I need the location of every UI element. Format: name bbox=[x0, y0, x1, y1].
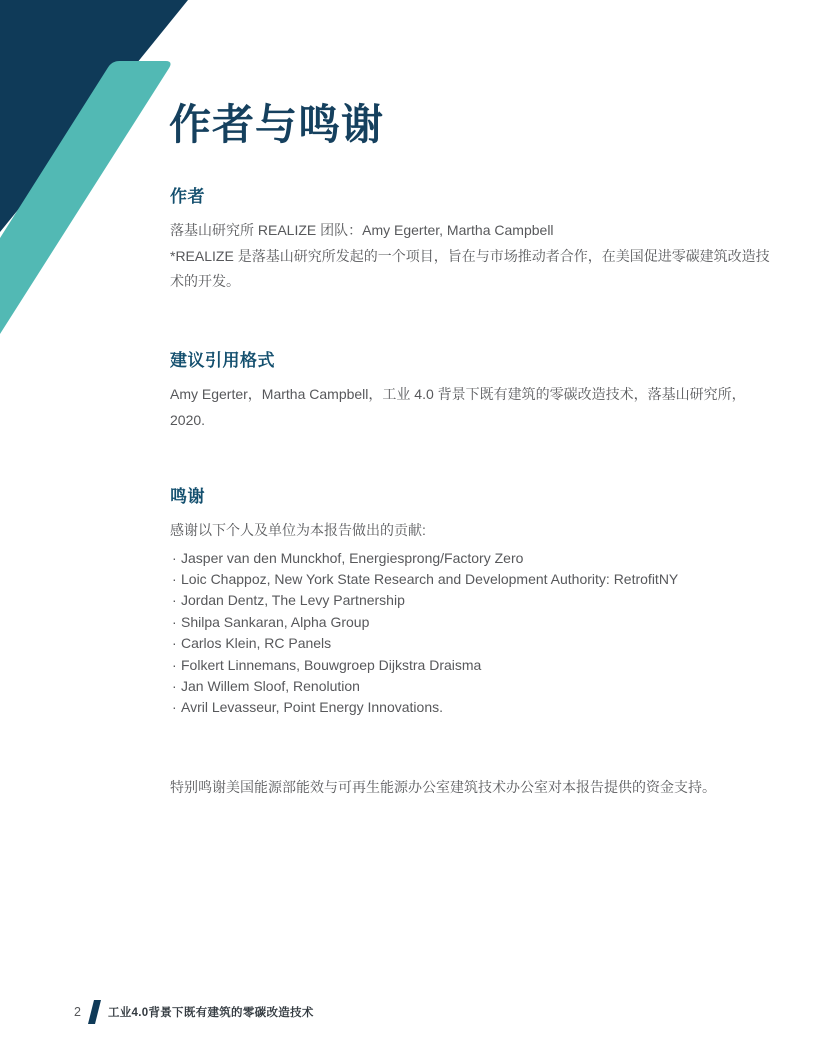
citation-section bbox=[170, 350, 746, 433]
bullet-icon: · bbox=[172, 635, 177, 652]
slash-mark-icon bbox=[87, 1000, 102, 1024]
funding-note: 特别鸣谢美国能源部能效与可再生能源办公室建筑技术办公室对本报告提供的资金支持。 bbox=[170, 779, 716, 795]
authors-text-line: 落基山研究所 REALIZE 团队：Amy Egerter, Martha Campbell bbox=[170, 222, 554, 238]
bullet-icon: · bbox=[172, 699, 177, 716]
contributor-item bbox=[170, 655, 710, 676]
authors-text-line: 术的开发。 bbox=[170, 273, 240, 289]
bullet-icon: · bbox=[172, 677, 177, 694]
contributor-item bbox=[170, 569, 710, 590]
authors-section bbox=[170, 186, 770, 295]
bullet-icon: · bbox=[172, 613, 177, 630]
bullet-icon: · bbox=[172, 592, 177, 609]
contributor-text: Carlos Klein, RC Panels bbox=[181, 635, 332, 652]
page-title: 作者与鸣谢 bbox=[169, 101, 385, 148]
contributor-text: Jasper van den Munckhof, Energiesprong/Factory Zero bbox=[181, 549, 524, 566]
bullet-icon: · bbox=[172, 570, 177, 587]
contributor-item bbox=[170, 548, 710, 569]
contributor-list bbox=[170, 548, 710, 719]
contributor-text: Jan Willem Sloof, Renolution bbox=[181, 677, 360, 694]
citation-paragraph bbox=[170, 382, 746, 433]
authors-heading: 作者 bbox=[170, 187, 205, 206]
contributor-text: Shilpa Sankaran, Alpha Group bbox=[181, 613, 370, 630]
acknowledgments-intro: 感谢以下个人及单位为本报告做出的贡献: bbox=[170, 522, 426, 538]
bullet-icon: · bbox=[172, 656, 177, 673]
contributor-item bbox=[170, 697, 710, 718]
contributor-item bbox=[170, 590, 710, 611]
contributor-item bbox=[170, 633, 710, 654]
footer bbox=[74, 1000, 314, 1024]
contributor-text: Folkert Linnemans, Bouwgroep Dijkstra Draisma bbox=[181, 656, 482, 673]
page-number: 2 bbox=[74, 1005, 81, 1019]
citation-heading: 建议引用格式 bbox=[170, 351, 275, 370]
acknowledgments-section bbox=[170, 486, 710, 719]
contributor-item bbox=[170, 612, 710, 633]
authors-paragraph bbox=[170, 218, 770, 295]
citation-text-line: Amy Egerter，Martha Campbell，工业 4.0 背景下既有建筑的零碳改造技术，落基山研究所， bbox=[170, 386, 746, 402]
contributor-text: Loic Chappoz, New York State Research and Development Authority: RetrofitNY bbox=[181, 570, 679, 587]
contributor-item bbox=[170, 676, 710, 697]
footer-title: 工业4.0背景下既有建筑的零碳改造技术 bbox=[107, 1007, 314, 1019]
acknowledgments-heading: 鸣谢 bbox=[170, 487, 205, 506]
citation-text-line: 2020. bbox=[170, 411, 206, 428]
contributor-text: Jordan Dentz, The Levy Partnership bbox=[181, 592, 405, 609]
authors-text-line: *REALIZE 是落基山研究所发起的一个项目，旨在与市场推动者合作，在美国促进零碳建筑改造技 bbox=[170, 247, 770, 264]
bullet-icon: · bbox=[172, 549, 177, 566]
contributor-text: Avril Levasseur, Point Energy Innovations. bbox=[181, 699, 444, 716]
